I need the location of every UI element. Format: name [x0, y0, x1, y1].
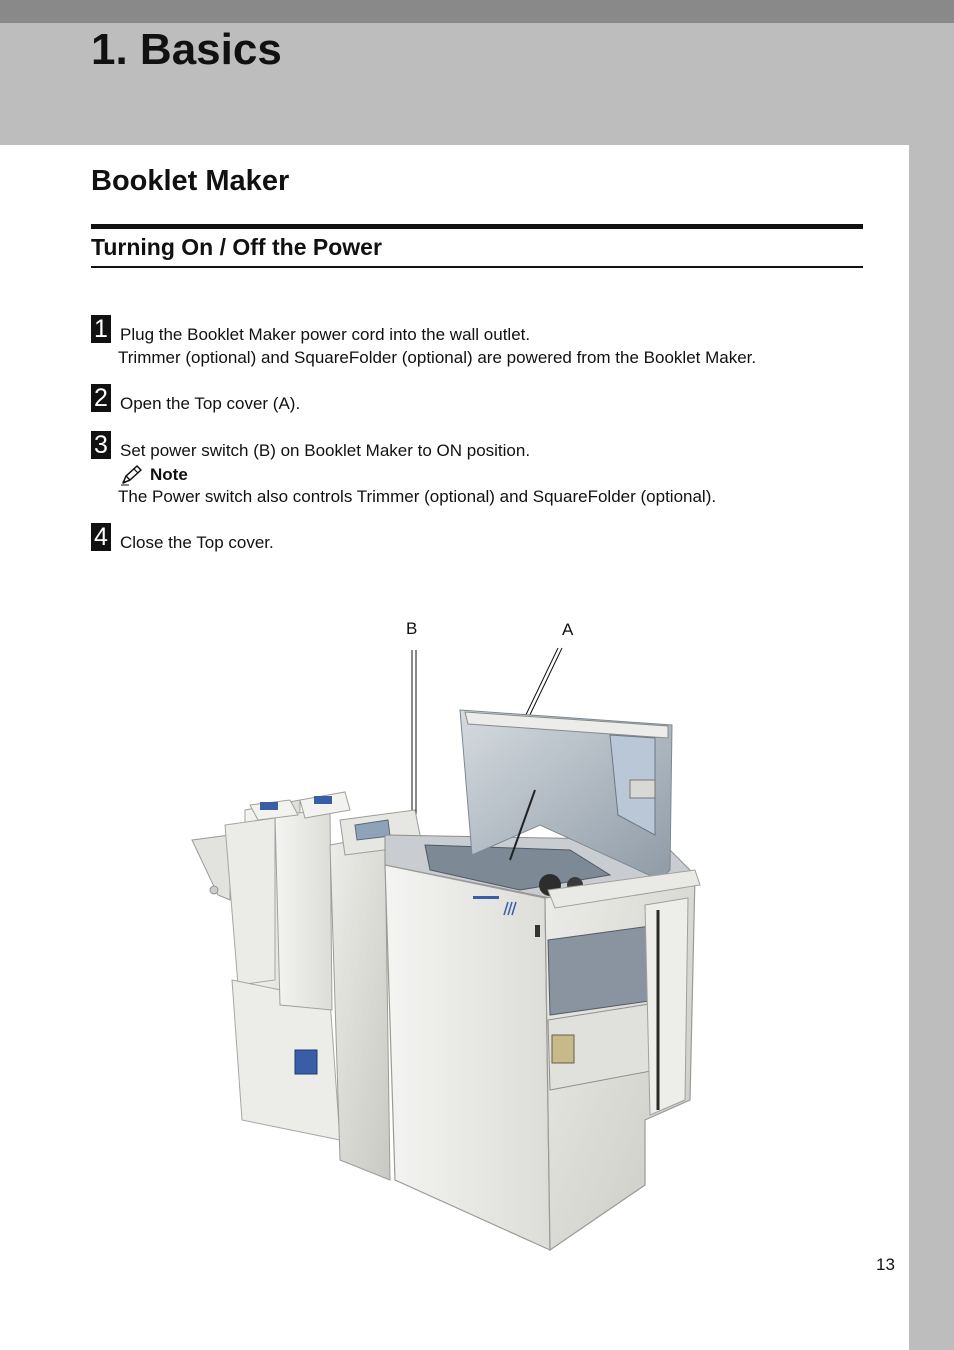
step-number-4: 4	[91, 523, 111, 551]
note-text: The Power switch also controls Trimmer (optional) and SquareFolder (optional).	[118, 487, 717, 506]
right-margin-band	[909, 145, 954, 1350]
pencil-note-icon	[120, 464, 144, 486]
step-text-3: Set power switch (B) on Booklet Maker to ON position.	[120, 441, 531, 460]
step-number-2: 2	[91, 384, 111, 412]
section-rule-top	[91, 224, 863, 229]
note-label	[120, 463, 188, 487]
chapter-title: 1. Basics	[91, 25, 282, 74]
step-number-3: 3	[91, 431, 111, 459]
booklet-maker-illustration	[190, 640, 710, 1260]
step-number-1: 1	[91, 315, 111, 343]
subsection-title: Turning On / Off the Power	[91, 234, 382, 260]
note-label-text: Note	[150, 465, 188, 484]
callout-a: A	[562, 620, 574, 639]
step-text-2: Open the Top cover (A).	[120, 394, 301, 413]
header-top-strip	[0, 0, 954, 23]
step-text-1: Plug the Booklet Maker power cord into the wall outlet.	[120, 325, 531, 344]
section-title: Booklet Maker	[91, 165, 290, 197]
step-text-4: Close the Top cover.	[120, 533, 274, 552]
step-detail-1: Trimmer (optional) and SquareFolder (optional) are powered from the Booklet Maker.	[118, 348, 757, 367]
section-rule-bottom	[91, 266, 863, 268]
page-number: 13	[876, 1255, 895, 1274]
callout-b: B	[406, 619, 418, 638]
